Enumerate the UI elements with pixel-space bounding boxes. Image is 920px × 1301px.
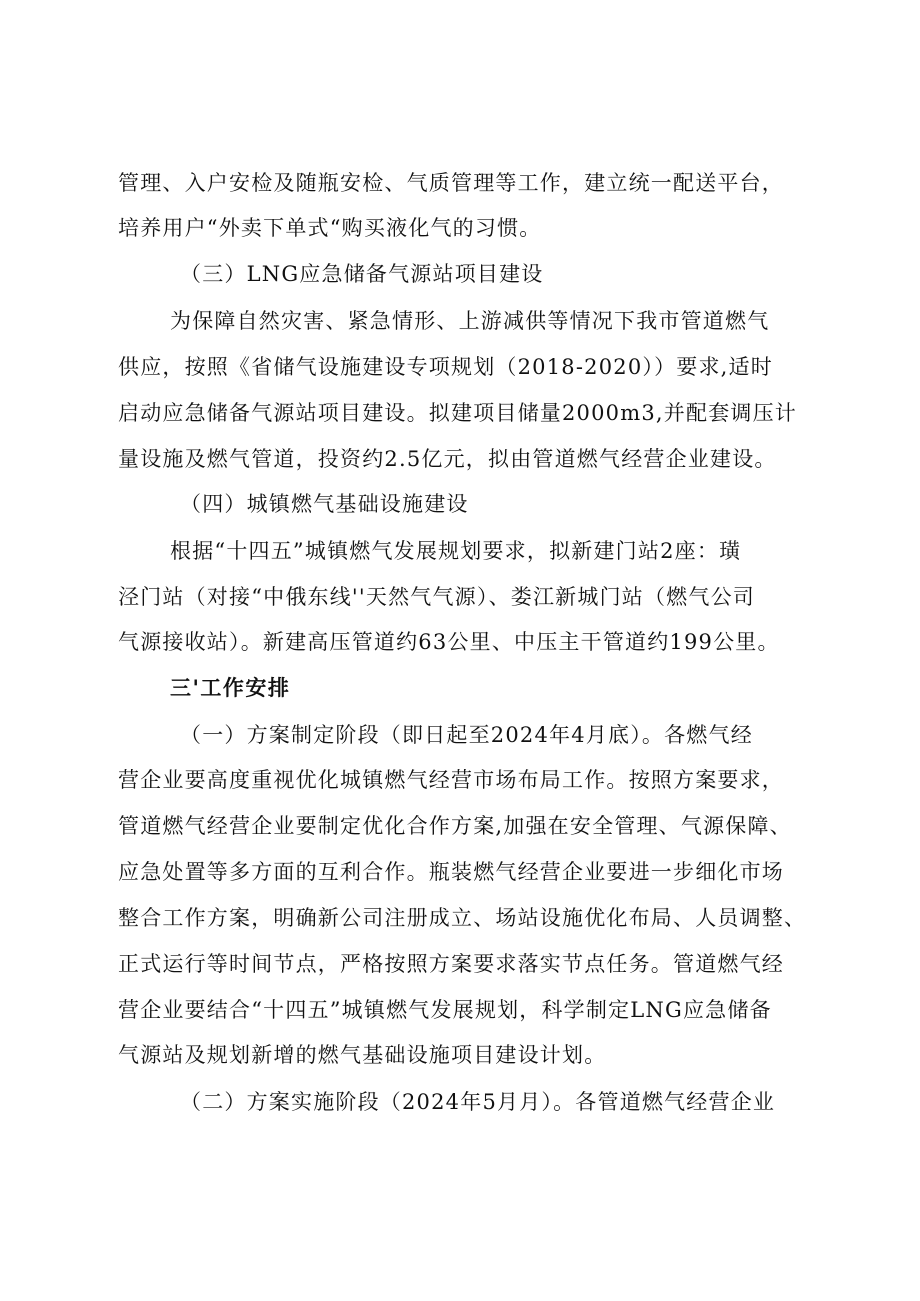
text-line: 管道燃气经营企业要制定优化合作方案,加强在安全管理、气源保障、 — [118, 814, 792, 838]
section-subheading: （四）城镇燃气基础设施建设 — [180, 492, 469, 516]
text-line: 泾门站（对接“中俄东线''天然气气源）、娄江新城门站（燃气公司 — [118, 585, 755, 609]
text-line: 启动应急储备气源站项目建设。拟建项目储量2000m3,并配套调压计 — [118, 401, 797, 425]
text-line: 气源接收站）。新建高压管道约63公里、中压主干管道约199公里。 — [118, 630, 780, 654]
text-line: 管理、入户安检及随瓶安检、气质管理等工作，建立统一配送平台， — [118, 171, 784, 195]
text-line: 根据“十四五”城镇燃气发展规划要求，拟新建门站2座：璜 — [170, 539, 742, 563]
section-subheading: （三）LNG应急储备气源站项目建设 — [180, 262, 544, 286]
text-line: 量设施及燃气管道，投资约2.5亿元，拟由管道燃气经营企业建设。 — [118, 447, 777, 471]
text-line: 应急处置等多方面的互利合作。瓶装燃气经营企业要进一步细化市场 — [118, 860, 784, 884]
section-heading: 三'工作安排 — [170, 675, 291, 700]
text-line: （一）方案制定阶段（即日起至2024年4月底）。各燃气经 — [180, 723, 753, 747]
text-line: 正式运行等时间节点，严格按照方案要求落实节点任务。管道燃气经 — [118, 952, 784, 976]
text-line: 营企业要高度重视优化城镇燃气经营市场布局工作。按照方案要求， — [118, 768, 784, 792]
text-line: 营企业要结合“十四五”城镇燃气发展规划，科学制定LNG应急储备 — [118, 998, 772, 1022]
text-line: 气源站及规划新增的燃气基础设施项目建设计划。 — [118, 1043, 607, 1067]
text-line: 培养用户“外卖下单式“购买液化气的习惯。 — [118, 216, 542, 240]
text-line: （二）方案实施阶段（2024年5月月）。各管道燃气经营企业 — [180, 1090, 776, 1114]
text-line: 供应，按照《省储气设施建设专项规划（2018-2020））要求,适时 — [118, 355, 773, 379]
text-line: 为保障自然灾害、紧急情形、上游减供等情况下我市管道燃气 — [170, 309, 770, 333]
text-line: 整合工作方案，明确新公司注册成立、场站设施优化布局、人员调整、 — [118, 906, 807, 930]
